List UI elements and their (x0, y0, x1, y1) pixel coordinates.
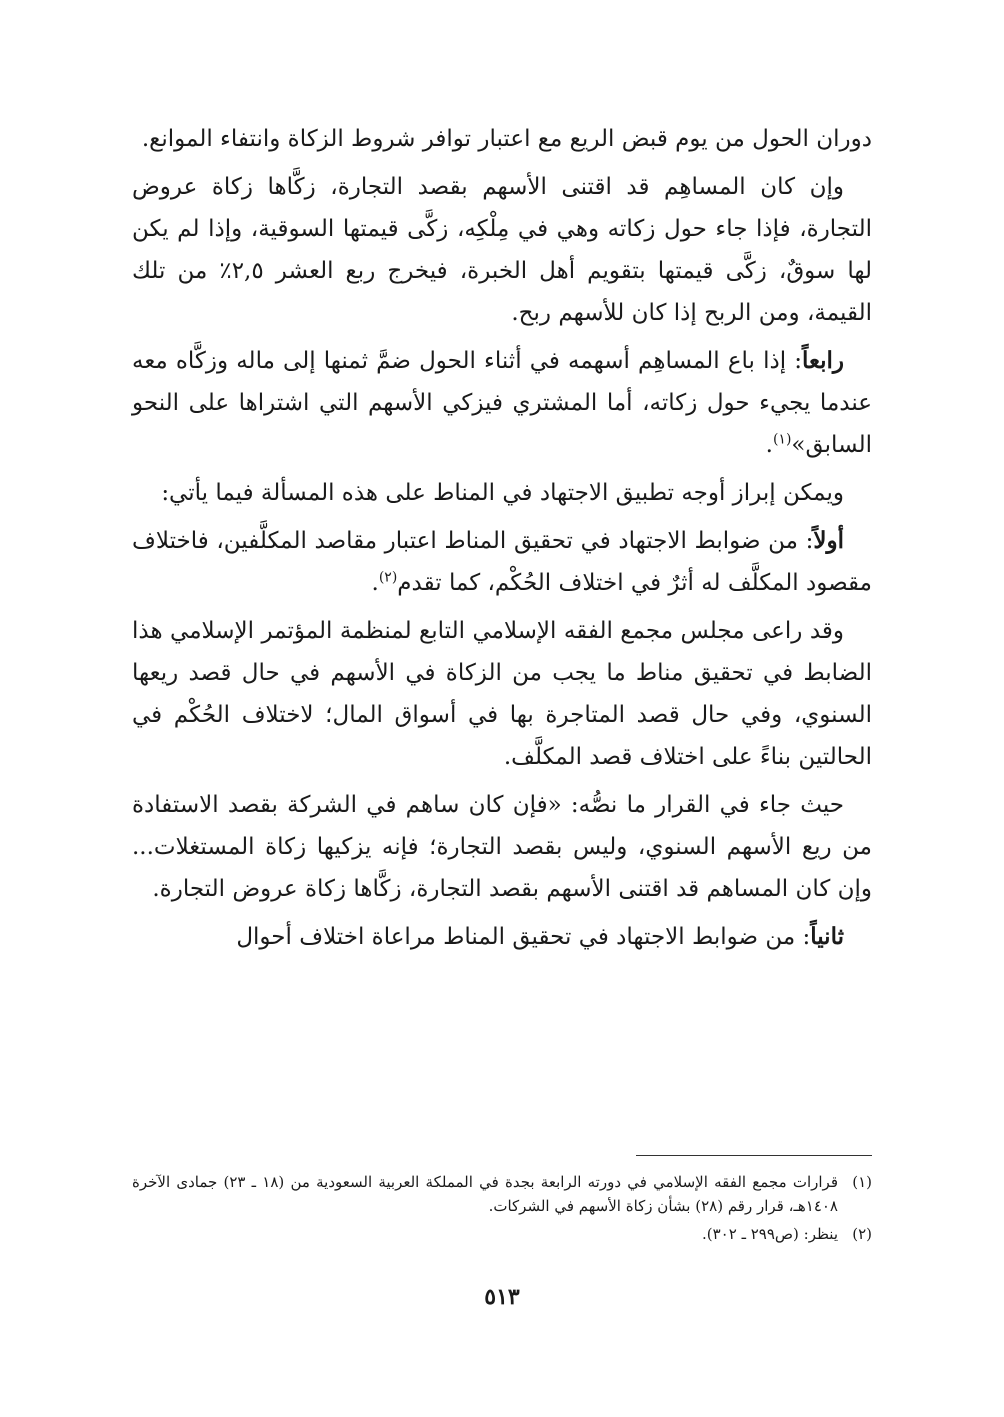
paragraph-intro (132, 472, 872, 514)
footnotes (132, 1170, 872, 1250)
footnote-item (132, 1170, 872, 1218)
paragraph-text: وقد راعى مجلس مجمع الفقه الإسلامي التابع لمنظمة المؤتمر الإسلامي هذا الضابط في تحقيق مناط ما يجب من الزكاة في الأسهم في حال قصد ريعها السنوي، وفي حال قصد المتاجرة بها في أسواق المال؛ لاختلاف الحُكْم في الحالتين بناءً على اختلاف قصد المكلَّف. (132, 618, 872, 770)
footnote-ref: (١) (772, 431, 792, 448)
footnote-number: (٢) (852, 1225, 872, 1243)
footnote-item (132, 1222, 872, 1246)
paragraph-text: : إذا باع المساهِم أسهمه في أثناء الحول ضمَّ ثمنها إلى ماله وزكَّاه معه عندما يجيء حول زكاته، أما المشتري فيزكي الأسهم التي اشتراها على النحو السابق» (132, 348, 872, 458)
footnote-number: (١) (852, 1173, 872, 1191)
page-number: ٥١٣ (484, 1284, 520, 1310)
paragraph-second (132, 916, 872, 958)
footnote-text: ينظر: (ص٢٩٩ ـ ٣٠٢). (702, 1225, 838, 1243)
paragraph-tail: . (765, 432, 773, 458)
paragraph-trade-shares (132, 166, 872, 334)
paragraph-lead: ثانياً (810, 923, 844, 950)
footnote-text: قرارات مجمع الفقه الإسلامي في دورته الرابعة بجدة في المملكة العربية السعودية من (١٨ ـ ٢٣) جمادى الآخرة ١٤٠٨هـ، قرار رقم (٢٨) بشأن زكاة الأسهم في الشركات. (132, 1173, 838, 1215)
paragraph-text: وإن كان المساهِم قد اقتنى الأسهم بقصد التجارة، زكَّاها زكاة عروض التجارة، فإذا جاء حول زكاته وهي في مِلْكِه، زكَّى قيمتها السوقية، وإذا لم يكن لها سوقٌ، زكَّى قيمتها بتقويم أهل الخبرة، فيخرج ربع العشر ٢,٥٪ من تلك القيمة، ومن الربح إذا كان للأسهم ربح. (132, 174, 872, 326)
footnote-ref: (٢) (378, 569, 398, 586)
paragraph-lead: رابعاً (801, 347, 844, 374)
paragraph-tail: . (371, 570, 379, 596)
paragraph-text: حيث جاء في القرار ما نصُّه: «فإن كان ساهم في الشركة بقصد الاستفادة من ريع الأسهم السنوي، وليس بقصد التجارة؛ فإنه يزكيها زكاة المستغلات... وإن كان المساهم قد اقتنى الأسهم بقصد التجارة، زكَّاها زكاة عروض التجارة. (132, 792, 872, 902)
main-text (132, 118, 872, 964)
paragraph-text: دوران الحول من يوم قبض الريع مع اعتبار توافر شروط الزكاة وانتفاء الموانع. (141, 126, 872, 152)
paragraph-text: ويمكن إبراز أوجه تطبيق الاجتهاد في المناط على هذه المسألة فيما يأتي: (161, 480, 844, 506)
paragraph-resolution-quote (132, 784, 872, 910)
paragraph-continuation (132, 118, 872, 160)
paragraph-fourth (132, 340, 872, 466)
paragraph-text: : من ضوابط الاجتهاد في تحقيق المناط اعتبار مقاصد المكلَّفين، فاختلاف مقصود المكلَّف له أثرٌ في اختلاف الحُكْم، كما تقدم (132, 528, 872, 596)
paragraph-text: : من ضوابط الاجتهاد في تحقيق المناط مراعاة اختلاف أحوال (236, 924, 811, 950)
paragraph-first (132, 520, 872, 604)
paragraph-lead: أولاً (813, 527, 844, 554)
paragraph-council (132, 610, 872, 778)
footnote-divider (636, 1155, 872, 1156)
